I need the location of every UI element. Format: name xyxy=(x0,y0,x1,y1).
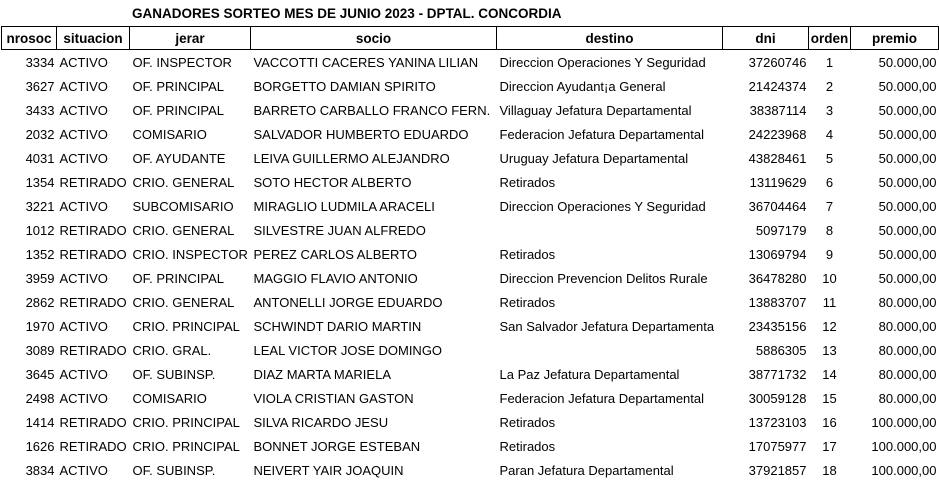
cell-situacion: ACTIVO xyxy=(59,126,108,142)
cell-nrosoc: 3089 xyxy=(25,342,55,358)
header-dni: dni xyxy=(723,27,809,50)
cell-nrosoc: 1626 xyxy=(25,438,55,454)
cell-situacion: RETIRADO xyxy=(59,438,127,454)
table-row xyxy=(2,146,939,170)
cell-jerar: COMISARIO xyxy=(132,390,207,406)
cell-socio: SILVA RICARDO JESU xyxy=(253,414,389,430)
cell-socio: MIRAGLIO LUDMILA ARACELI xyxy=(253,198,435,214)
cell-orden: 11 xyxy=(822,294,837,310)
cell-premio: 50.000,00 xyxy=(878,246,937,262)
cell-jerar: OF. AYUDANTE xyxy=(132,150,226,166)
cell-orden: 15 xyxy=(822,390,837,406)
cell-nrosoc: 2032 xyxy=(25,126,55,142)
cell-socio: SCHWINDT DARIO MARTIN xyxy=(253,318,422,334)
table-row xyxy=(2,458,939,482)
cell-socio: ANTONELLI JORGE EDUARDO xyxy=(253,294,443,310)
cell-dni: 36478280 xyxy=(748,270,807,286)
cell-jerar: CRIO. GENERAL xyxy=(132,222,235,238)
cell-destino: Direccion Operaciones Y Seguridad xyxy=(499,198,706,214)
table-row xyxy=(2,218,939,242)
cell-socio: DIAZ MARTA MARIELA xyxy=(253,366,391,382)
cell-socio: VACCOTTI CACERES YANINA LILIAN xyxy=(253,54,479,70)
cell-situacion: ACTIVO xyxy=(59,390,108,406)
header-destino: destino xyxy=(497,27,723,50)
cell-destino: Retirados xyxy=(499,294,556,310)
cell-destino xyxy=(497,338,723,362)
cell-dni: 37260746 xyxy=(748,54,807,70)
cell-orden: 7 xyxy=(825,198,834,214)
cell-jerar: COMISARIO xyxy=(132,126,207,142)
cell-nrosoc: 3334 xyxy=(25,54,55,70)
cell-premio: 80.000,00 xyxy=(878,366,937,382)
cell-destino: Uruguay Jefatura Departamental xyxy=(499,150,689,166)
cell-dni: 17075977 xyxy=(748,438,807,454)
table-body xyxy=(2,50,939,483)
cell-destino: Federacion Jefatura Departamental xyxy=(499,126,705,142)
cell-dni: 37921857 xyxy=(748,462,807,478)
table-row xyxy=(2,122,939,146)
cell-jerar: OF. PRINCIPAL xyxy=(132,78,225,94)
cell-nrosoc: 3834 xyxy=(25,462,55,478)
cell-dni: 13119629 xyxy=(749,174,807,190)
cell-nrosoc: 1012 xyxy=(25,222,55,238)
table-row xyxy=(2,410,939,434)
cell-destino: San Salvador Jefatura Departamenta xyxy=(499,318,715,334)
cell-nrosoc: 3627 xyxy=(25,78,55,94)
header-row xyxy=(2,27,939,50)
cell-socio: BONNET JORGE ESTEBAN xyxy=(253,438,421,454)
cell-premio: 50.000,00 xyxy=(878,270,937,286)
cell-dni: 38771732 xyxy=(748,366,807,382)
cell-destino: La Paz Jefatura Departamental xyxy=(499,366,680,382)
cell-socio: LEIVA GUILLERMO ALEJANDRO xyxy=(253,150,450,166)
cell-situacion: RETIRADO xyxy=(59,246,127,262)
cell-destino: Villaguay Jefatura Departamental xyxy=(499,102,692,118)
table-row xyxy=(2,50,939,75)
cell-premio: 80.000,00 xyxy=(878,342,937,358)
cell-socio: VIOLA CRISTIAN GASTON xyxy=(253,390,414,406)
cell-socio: PEREZ CARLOS ALBERTO xyxy=(253,246,418,262)
table-row xyxy=(2,98,939,122)
cell-premio: 50.000,00 xyxy=(878,126,937,142)
cell-jerar: CRIO. PRINCIPAL xyxy=(132,414,240,430)
cell-dni: 36704464 xyxy=(748,198,807,214)
cell-nrosoc: 3645 xyxy=(25,366,55,382)
cell-premio: 80.000,00 xyxy=(878,390,937,406)
table-row xyxy=(2,194,939,218)
cell-destino: Direccion Operaciones Y Seguridad xyxy=(499,54,706,70)
cell-situacion: ACTIVO xyxy=(59,270,108,286)
cell-jerar: CRIO. PRINCIPAL xyxy=(132,438,240,454)
table-row xyxy=(2,242,939,266)
cell-premio: 100.000,00 xyxy=(871,462,937,478)
cell-dni: 13723103 xyxy=(748,414,807,430)
cell-dni: 30059128 xyxy=(748,390,807,406)
cell-premio: 50.000,00 xyxy=(878,54,937,70)
cell-jerar: OF. INSPECTOR xyxy=(132,54,232,70)
cell-situacion: ACTIVO xyxy=(59,462,108,478)
cell-situacion: RETIRADO xyxy=(59,414,127,430)
cell-situacion: ACTIVO xyxy=(59,150,108,166)
cell-nrosoc: 1970 xyxy=(25,318,55,334)
cell-orden: 4 xyxy=(825,126,834,142)
cell-nrosoc: 1352 xyxy=(25,246,55,262)
cell-socio: SOTO HECTOR ALBERTO xyxy=(253,174,412,190)
cell-socio: MAGGIO FLAVIO ANTONIO xyxy=(253,270,418,286)
cell-premio: 50.000,00 xyxy=(878,150,937,166)
cell-jerar: OF. SUBINSP. xyxy=(132,366,216,382)
table-row xyxy=(2,170,939,194)
sheet-title: GANADORES SORTEO MES DE JUNIO 2023 - DPTAL. CONCORDIA xyxy=(132,6,562,21)
cell-premio: 50.000,00 xyxy=(878,198,937,214)
cell-destino: Retirados xyxy=(499,414,556,430)
cell-nrosoc: 1414 xyxy=(25,414,55,430)
cell-dni: 5097179 xyxy=(755,222,807,238)
cell-premio: 50.000,00 xyxy=(878,102,937,118)
cell-dni: 21424374 xyxy=(748,78,807,94)
cell-orden: 6 xyxy=(825,174,834,190)
cell-destino: Direccion Ayudant¡a General xyxy=(499,78,666,94)
cell-nrosoc: 1354 xyxy=(25,174,55,190)
cell-nrosoc: 4031 xyxy=(25,150,55,166)
cell-jerar: SUBCOMISARIO xyxy=(132,198,234,214)
cell-orden: 16 xyxy=(822,414,837,430)
cell-destino: Retirados xyxy=(499,246,556,262)
cell-premio: 50.000,00 xyxy=(878,222,937,238)
cell-nrosoc: 3221 xyxy=(25,198,55,214)
cell-jerar: CRIO. INSPECTOR xyxy=(132,246,248,262)
cell-situacion: ACTIVO xyxy=(59,54,108,70)
table-row xyxy=(2,314,939,338)
cell-destino: Direccion Prevencion Delitos Rurale xyxy=(499,270,708,286)
cell-destino: Paran Jefatura Departamental xyxy=(499,462,674,478)
cell-orden: 2 xyxy=(825,78,834,94)
cell-jerar: CRIO. PRINCIPAL xyxy=(132,318,240,334)
cell-situacion: RETIRADO xyxy=(59,342,127,358)
cell-premio: 50.000,00 xyxy=(878,78,937,94)
winners-table xyxy=(1,26,939,482)
cell-premio: 80.000,00 xyxy=(878,318,937,334)
cell-orden: 1 xyxy=(825,54,834,70)
cell-nrosoc: 2862 xyxy=(25,294,55,310)
cell-dni: 38387114 xyxy=(749,102,807,118)
cell-jerar: OF. PRINCIPAL xyxy=(132,102,225,118)
cell-premio: 100.000,00 xyxy=(871,438,937,454)
table-row xyxy=(2,338,939,362)
cell-orden: 9 xyxy=(825,246,834,262)
cell-premio: 100.000,00 xyxy=(871,414,937,430)
table-row xyxy=(2,386,939,410)
cell-destino xyxy=(497,218,723,242)
cell-socio: SILVESTRE JUAN ALFREDO xyxy=(253,222,426,238)
cell-nrosoc: 3433 xyxy=(25,102,55,118)
table-row xyxy=(2,266,939,290)
header-socio: socio xyxy=(251,27,497,50)
cell-dni: 5886305 xyxy=(755,342,807,358)
cell-situacion: RETIRADO xyxy=(59,222,127,238)
cell-premio: 50.000,00 xyxy=(878,174,937,190)
cell-situacion: ACTIVO xyxy=(59,198,108,214)
cell-situacion: ACTIVO xyxy=(59,102,108,118)
cell-socio: LEAL VICTOR JOSE DOMINGO xyxy=(253,342,443,358)
cell-situacion: ACTIVO xyxy=(59,78,108,94)
cell-destino: Retirados xyxy=(499,438,556,454)
cell-jerar: CRIO. GRAL. xyxy=(132,342,212,358)
cell-destino: Federacion Jefatura Departamental xyxy=(499,390,705,406)
cell-jerar: OF. PRINCIPAL xyxy=(132,270,225,286)
cell-destino: Retirados xyxy=(499,174,556,190)
cell-nrosoc: 3959 xyxy=(25,270,55,286)
cell-orden: 10 xyxy=(822,270,837,286)
cell-orden: 3 xyxy=(825,102,834,118)
table-row xyxy=(2,290,939,314)
cell-dni: 23435156 xyxy=(748,318,807,334)
cell-situacion: ACTIVO xyxy=(59,318,108,334)
cell-orden: 5 xyxy=(825,150,834,166)
cell-socio: BORGETTO DAMIAN SPIRITO xyxy=(253,78,436,94)
cell-orden: 13 xyxy=(822,342,837,358)
cell-orden: 8 xyxy=(825,222,834,238)
cell-orden: 17 xyxy=(822,438,837,454)
cell-socio: BARRETO CARBALLO FRANCO FERN. xyxy=(253,102,491,118)
header-premio: premio xyxy=(851,27,939,50)
cell-situacion: ACTIVO xyxy=(59,366,108,382)
cell-socio: SALVADOR HUMBERTO EDUARDO xyxy=(253,126,469,142)
cell-dni: 24223968 xyxy=(748,126,807,142)
cell-orden: 12 xyxy=(822,318,837,334)
table-row xyxy=(2,74,939,98)
cell-nrosoc: 2498 xyxy=(25,390,55,406)
cell-situacion: RETIRADO xyxy=(59,294,127,310)
cell-orden: 18 xyxy=(822,462,837,478)
cell-jerar: CRIO. GENERAL xyxy=(132,174,235,190)
cell-dni: 43828461 xyxy=(748,150,807,166)
cell-premio: 80.000,00 xyxy=(878,294,937,310)
header-orden: orden xyxy=(809,27,851,50)
cell-dni: 13069794 xyxy=(748,246,807,262)
cell-socio: NEIVERT YAIR JOAQUIN xyxy=(253,462,404,478)
cell-situacion: RETIRADO xyxy=(59,174,127,190)
header-jerar: jerar xyxy=(130,27,251,50)
table-row xyxy=(2,362,939,386)
cell-dni: 13883707 xyxy=(748,294,807,310)
header-situacion: situacion xyxy=(57,27,130,50)
header-nrosoc: nrosoc xyxy=(2,27,57,50)
cell-jerar: CRIO. GENERAL xyxy=(132,294,235,310)
cell-orden: 14 xyxy=(822,366,837,382)
cell-jerar: OF. SUBINSP. xyxy=(132,462,216,478)
table-row xyxy=(2,434,939,458)
